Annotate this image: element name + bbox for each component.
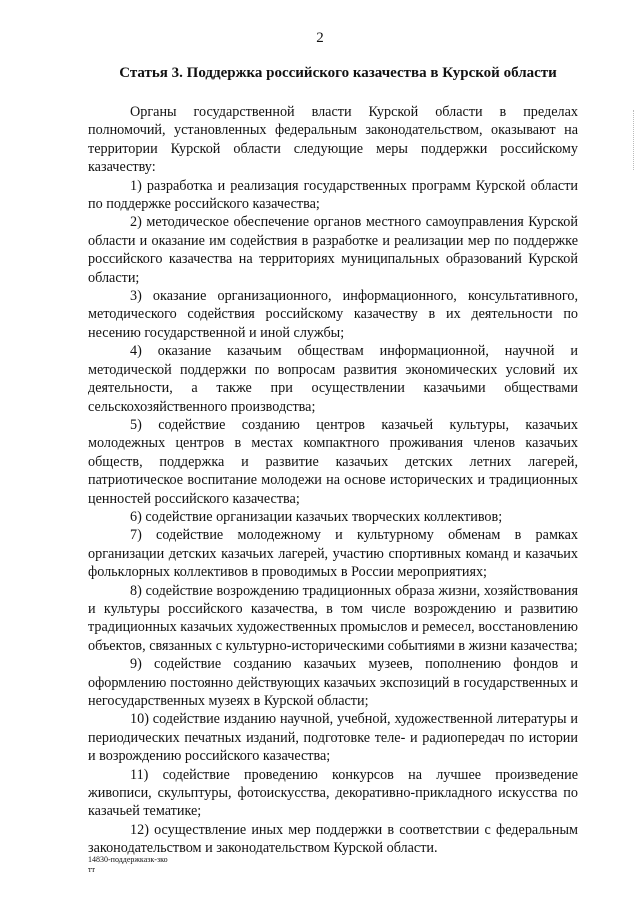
- list-item: 2) методическое обеспечение органов местного самоуправления Курской области и оказание им содействия в разработке и реализации мер по поддержке российского казачества на территориях муниципальных образований Курской области;: [88, 214, 578, 286]
- intro-paragraph: Органы государственной власти Курской области в пределах полномочий, установленных федеральным законодательством, оказывают на территории Курской области следующие меры поддержки российскому казачеству:: [88, 104, 578, 176]
- footer-code: 14830-поддержказк-зко: [88, 855, 168, 864]
- list-item: 1) разработка и реализация государственных программ Курской области по поддержке российского казачества;: [88, 177, 578, 213]
- article-body: [88, 103, 578, 858]
- list-item: 5) содействие созданию центров казачьей культуры, казачьих молодежных центров в местах компактного проживания членов казачьих обществ, поддержка и развитие казачьих детских летних лагерей, патриотическое воспитание молодежи на основе исторических и традиционных ценностей российского казачества;: [88, 416, 578, 507]
- margin-mark: [632, 110, 634, 170]
- list-item: 3) оказание организационного, информационного, консультативного, методического содействия российскому казачеству в их деятельности по несению государственной и иной службы;: [88, 288, 578, 341]
- list-item: 6) содействие организации казачьих творческих коллективов;: [130, 508, 503, 525]
- list-item: 11) содействие проведению конкурсов на лучшее произведение живописи, скульптуры, фотоискусства, декоративно-прикладного искусства по казачьей тематике;: [88, 766, 578, 820]
- list-item: 9) содействие созданию казачьих музеев, пополнению фондов и оформлению постоянно действующих казачьих экспозиций в государственных и негосударственных музеях в Курской области;: [88, 656, 578, 709]
- footer-reference: [88, 855, 168, 875]
- page-number: 2: [316, 30, 324, 46]
- list-item: 8) содействие возрождению традиционных образа жизни, хозяйствования и культуры российского казачества, в том числе возрождению и развитию традиционных казачьих художественных промыслов и ремесел, восстановлению объектов, связанных с культурно-историческими событиями в жизни казачества;: [88, 582, 578, 654]
- list-item: 7) содействие молодежному и культурному обменам в рамках организации детских казачьих лагерей, участию спортивных команд и казачьих фольклорных коллективов в проводимых в России мероприятиях;: [88, 527, 578, 581]
- footer-initials: тт: [88, 865, 95, 874]
- list-item: 4) оказание казачьим обществам информационной, научной и методической поддержки по вопросам развития экономических условий их деятельности, а также при осуществлении казачьими обществами сельскохозяйственного производства;: [88, 343, 578, 415]
- list-item: 10) содействие изданию научной, учебной, художественной литературы и периодических печатных изданий, подготовке теле- и радиопередач по истории и возрождению российского казачества;: [88, 711, 578, 765]
- list-item: 12) осуществление иных мер поддержки в соответствии с федеральным законодательством и законодательством Курской области.: [88, 821, 578, 857]
- article-title: Статья 3. Поддержка российского казачества в Курской области: [119, 65, 557, 81]
